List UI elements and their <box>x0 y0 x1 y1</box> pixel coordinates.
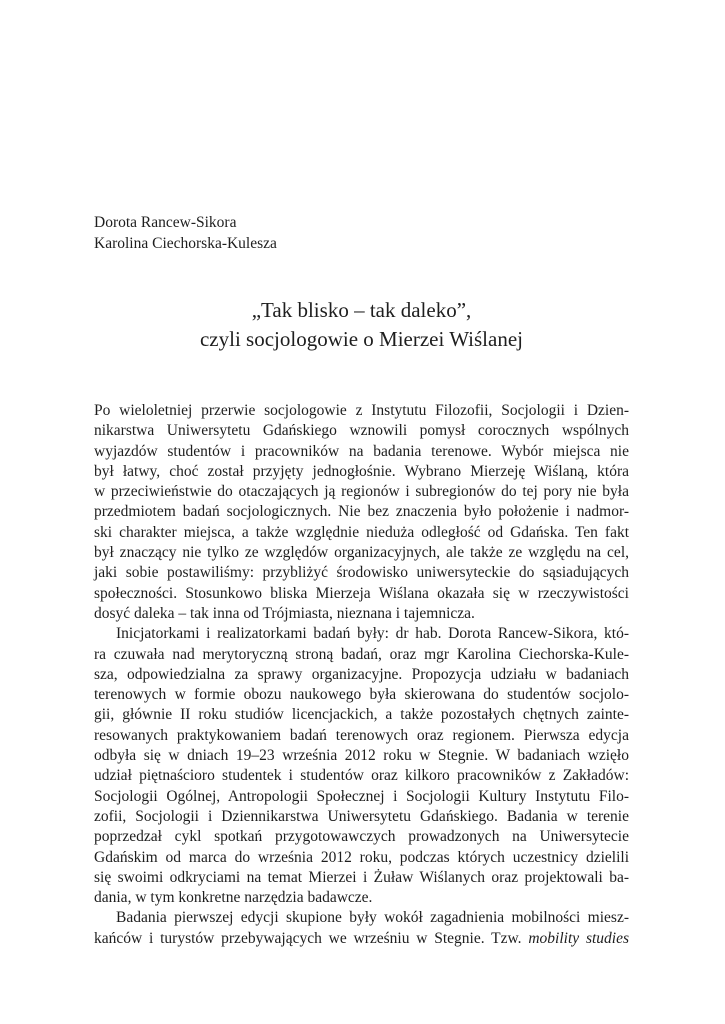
article-body <box>94 401 629 949</box>
title-line: czyli socjologowie o Mierzei Wiślanej <box>199 327 523 351</box>
author-name: Karolina Ciechorska-Kulesza <box>94 235 277 252</box>
body-line: społeczności. Stosunkowo bliska Mierzeja Wiślana okazała się w rzeczywistości <box>94 584 629 602</box>
body-line: terenowych w formie obozu naukowego była skierowana do studentów socjolo- <box>94 686 629 704</box>
body-line: Badania pierwszej edycji skupione były wokół zagadnienia mobilności miesz- <box>116 909 629 927</box>
body-line: dosyć daleka – tak inna od Trójmiasta, nieznana i tajemnicza. <box>94 604 475 622</box>
body-line: się swoimi odkryciami na temat Mierzei i Żuław Wiślanych oraz projektowali ba- <box>94 868 629 886</box>
body-line: nikarstwa Uniwersytetu Gdańskiego wznowili pomysł corocznych wspólnych <box>94 422 629 440</box>
body-line: jaki sobie postawiliśmy: przybliżyć środowisko uniwersyteckie do sąsiadujących <box>94 564 629 582</box>
body-line: ski charakter miejsca, a także względnie nieduża odległość od Gdańska. Ten fakt <box>94 523 629 541</box>
body-line: Inicjatorkami i realizatorkami badań były: dr hab. Dorota Rancew-Sikora, któ- <box>116 625 629 643</box>
body-line: wyjazdów studentów i pracowników na badania terenowe. Wybór miejsca nie <box>94 442 629 460</box>
body-line: ra czuwała nad merytoryczną stroną badań, oraz mgr Karolina Ciechorska-Kule- <box>94 645 629 663</box>
body-line-final <box>94 929 629 949</box>
body-line: Po wieloletniej przerwie socjologowie z Instytutu Filozofii, Socjologii i Dzien- <box>94 402 629 419</box>
body-line: przedmiotem badań socjologicznych. Nie bez znaczenia było położenie i nadmor- <box>94 503 629 521</box>
body-line-text: kańców i turystów przebywających we wrześniu w Stegnie. Tzw. <box>94 929 522 947</box>
title-line: „Tak blisko – tak daleko”, <box>251 298 472 322</box>
emphasis-text: mobility studies <box>528 929 629 947</box>
body-line: Gdańskim od marca do września 2012 roku, podczas których uczestnicy dzielili <box>94 848 629 866</box>
body-line: odbyła się w dniach 19–23 września 2012 roku w Stegnie. W badaniach wzięło <box>94 747 629 765</box>
author-list <box>94 212 277 254</box>
body-line: udział piętnaścioro studentek i studentów oraz kilkoro pracowników z Zakładów: <box>94 767 629 785</box>
body-line: był łatwy, choć został przyjęty jednogłośnie. Wybrano Mierzeję Wiślaną, która <box>94 462 629 480</box>
author-name: Dorota Rancew-Sikora <box>94 214 237 231</box>
body-line: gii, głównie II roku studiów licencjackich, a także pozostałych chętnych zainte- <box>94 706 629 724</box>
body-line: dania, w tym konkretne narzędzia badawcze. <box>94 889 373 907</box>
body-line: Socjologii Ogólnej, Antropologii Społecznej i Socjologii Kultury Instytutu Filo- <box>94 787 629 805</box>
body-line: zofii, Socjologii i Dziennikarstwa Uniwersytetu Gdańskiego. Badania w terenie <box>94 807 629 825</box>
body-line: w przeciwieństwie do otaczających ją regionów i subregionów do tej pory nie była <box>94 483 629 501</box>
body-line: poprzedzał cykl spotkań przygotowawczych prowadzonych na Uniwersytecie <box>94 828 629 846</box>
body-line: resowanych praktykowaniem badań terenowych oraz regionem. Pierwsza edycja <box>94 726 629 744</box>
body-line: sza, odpowiedzialna za sprawy organizacyjne. Propozycja udziału w badaniach <box>94 665 629 683</box>
body-line: był znaczący nie tylko ze względów organizacyjnych, ale także ze względu na cel, <box>94 544 629 562</box>
article-title <box>94 296 629 354</box>
